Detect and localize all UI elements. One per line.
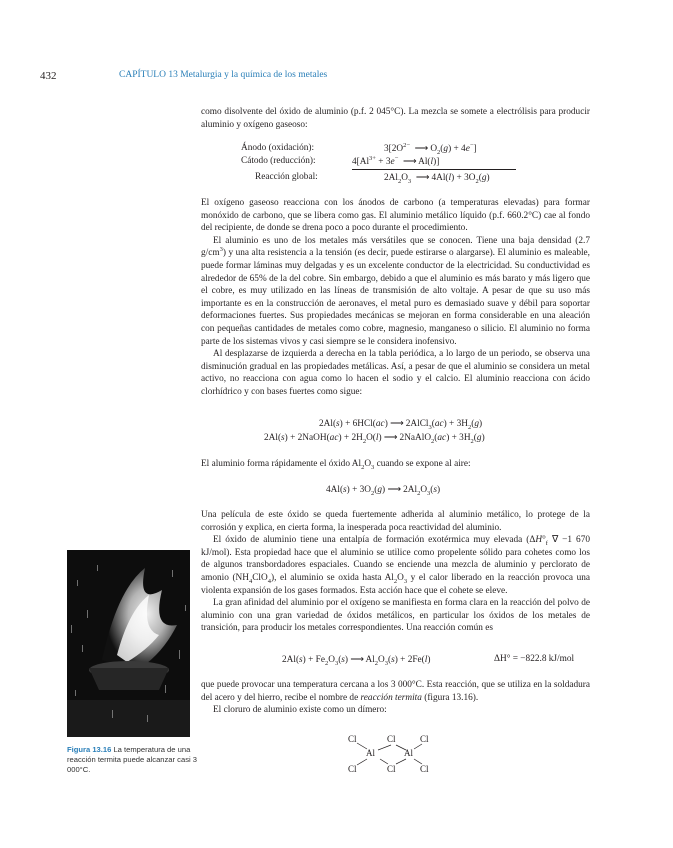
page-number: 432 — [40, 70, 57, 82]
cl-atom: Cl — [420, 764, 429, 774]
cathode-label: Cátodo (reducción): — [241, 156, 316, 166]
equation-naoh: 2Al(s) + 2NaOH(ac) + $2H_2O(l)$ ⟶ 2NaAlO$_2$(ac) + $3H_2(g)$ — [264, 433, 485, 445]
paragraph-text: que puede provocar una temperatura cercana a los 3 000°C. Esta reacción, que se utiliza en la soldadura del acero y del hierro, recibe el nombre de reacción termita (figura 13.16). — [201, 680, 590, 703]
chapter-header: CAPÍTULO 13 Metalurgia y la química de los metales — [119, 70, 328, 80]
paragraph-text: El aluminio es uno de los metales más versátiles que se conocen. Tiene una baja densidad (2.7 $g/cm^3$) y una alta resistencia a la tensión (es decir, puede estirarse o alargarse). El aluminio es maleable, puede formar láminas muy delgadas y es un excelente conductor de la electricidad. Su conductividad es alrededor de 65% de la del cobre. Sin embargo, debido a que el aluminio es más barato y más ligero que el cobre, es muy utilizado en las líneas de transmisión de alto voltaje. A pesar de que su uso más importante es en la construcción de aeronaves, el metal puro es demasiado suave y débil para soportar deformaciones fuertes. Sus propiedades mecánicas se mejoran en forma considerable en una aleación con pequeñas cantidades de metales como cobre, magnesio, manganeso o silicio. El aluminio no forma parte de los sistemas vivos y casi siempre se le considera inofensivo. — [201, 235, 590, 347]
cl-atom: Cl — [387, 764, 396, 774]
figure-label: Figura 13.16 — [67, 745, 112, 754]
paragraph-text: El aluminio forma rápidamente el óxido $Al_2O_3$ cuando se expone al aire: — [201, 459, 471, 471]
cl-atom: Cl — [387, 734, 396, 744]
paragraph-text: como disolvente del óxido de aluminio (p.f. 2 045°C). La mezcla se somete a electrólisis para producir aluminio y oxígeno gaseoso: — [201, 107, 590, 130]
equation-hcl: 2Al(s) + 6HCl(ac) ⟶ 2AlCl$_3$(ac) + $3H_2(g)$ — [319, 419, 483, 431]
anode-equation: $3[2O^{2-}$ ⟶ $O_2(g) + 4e^-$] — [384, 141, 477, 156]
equation-oxide: $4Al(s) + 3O_2(g)$ ⟶ $2Al_2O_3(s)$ — [326, 485, 441, 497]
cl-atom: Cl — [348, 734, 357, 744]
paragraph-intro — [201, 106, 590, 131]
equation-thermite: $2Al(s) + Fe_2O_3(s)$ ⟶ $Al_2O_3(s) + 2Fe(l)$ — [282, 655, 431, 667]
thermite-reaction-photo — [67, 550, 190, 737]
paragraph-block — [201, 509, 590, 635]
overall-label: Reacción global: — [255, 172, 318, 182]
cl-atom: Cl — [420, 734, 429, 744]
aluminum-chloride-dimer — [340, 730, 450, 778]
cathode-equation: $4[Al^{3+} + 3e^-$ ⟶ Al(l)] — [352, 154, 440, 167]
al-atom: Al — [366, 748, 375, 758]
paragraph-text: Una película de este óxido se queda fuertemente adherida al aluminio metálico, lo protege de la corrosión y explica, en cierta forma, la inesperada poca reactividad del aluminio. — [201, 510, 590, 533]
equation-rule — [352, 169, 516, 170]
paragraph-oxide — [201, 458, 590, 471]
paragraph-block — [201, 679, 590, 717]
paragraph-text: El óxido de aluminio tiene una entalpía de formación exotérmica muy elevada ($\Delta H^\circ_f$ ∇ −1 670 kJ/mol). Esta propiedad hace que el aluminio se utilice como propelente sólido para cohetes como los de algunos transbordadores espaciales. Cuando se enciende una mezcla de aluminio y perclorato de amonio $(NH_4ClO_4)$, el aluminio se oxida hasta $Al_2O_3$ y el calor liberado en la reacción provoca una violenta expansión de los gases formados. Esta acción hace que el cohete se eleve. — [201, 535, 591, 596]
anode-label: Ánodo (oxidación): — [241, 143, 315, 153]
paragraph-text: La gran afinidad del aluminio por el oxígeno se manifiesta en forma clara en la reacción del polvo de aluminio con una gran variedad de óxidos metálicos, en particular los óxidos de los metales de transición, para producir los metales correspondientes. Una reacción común es — [201, 598, 590, 634]
paragraph-block — [201, 197, 590, 399]
paragraph-text: El oxígeno gaseoso reacciona con los ánodos de carbono (a temperaturas elevadas) para formar monóxido de carbono, que se libera como gas. El aluminio metálico líquido (p.f. 660.2°C) cae al fondo del recipiente, de donde se drena poco a poco durante el procedimiento. — [201, 198, 590, 234]
paragraph-text: Al desplazarse de izquierda a derecha en la tabla periódica, a lo largo de un periodo, se observa una disminución gradual en las propiedades metálicas. Así, a pesar de que el aluminio se considera un metal activo, no reacciona con agua como lo hacen el sodio y el calcio. El aluminio reacciona con ácido clorhídrico y con bases fuertes como sigue: — [201, 349, 590, 397]
figure-caption-text: La temperatura de una reacción termita puede alcanzar casi 3 000°C. — [67, 745, 198, 774]
paragraph-text: El cloruro de aluminio existe como un dímero: — [213, 705, 387, 716]
cl-atom: Cl — [348, 764, 357, 774]
overall-equation: $2Al_2O_3$ ⟶ $4Al(l) + 3O_2(g)$ — [384, 173, 490, 185]
al-atom: Al — [404, 748, 413, 758]
thermite-enthalpy: ΔH° = −822.8 kJ/mol — [494, 654, 575, 664]
figure-caption — [67, 745, 199, 775]
